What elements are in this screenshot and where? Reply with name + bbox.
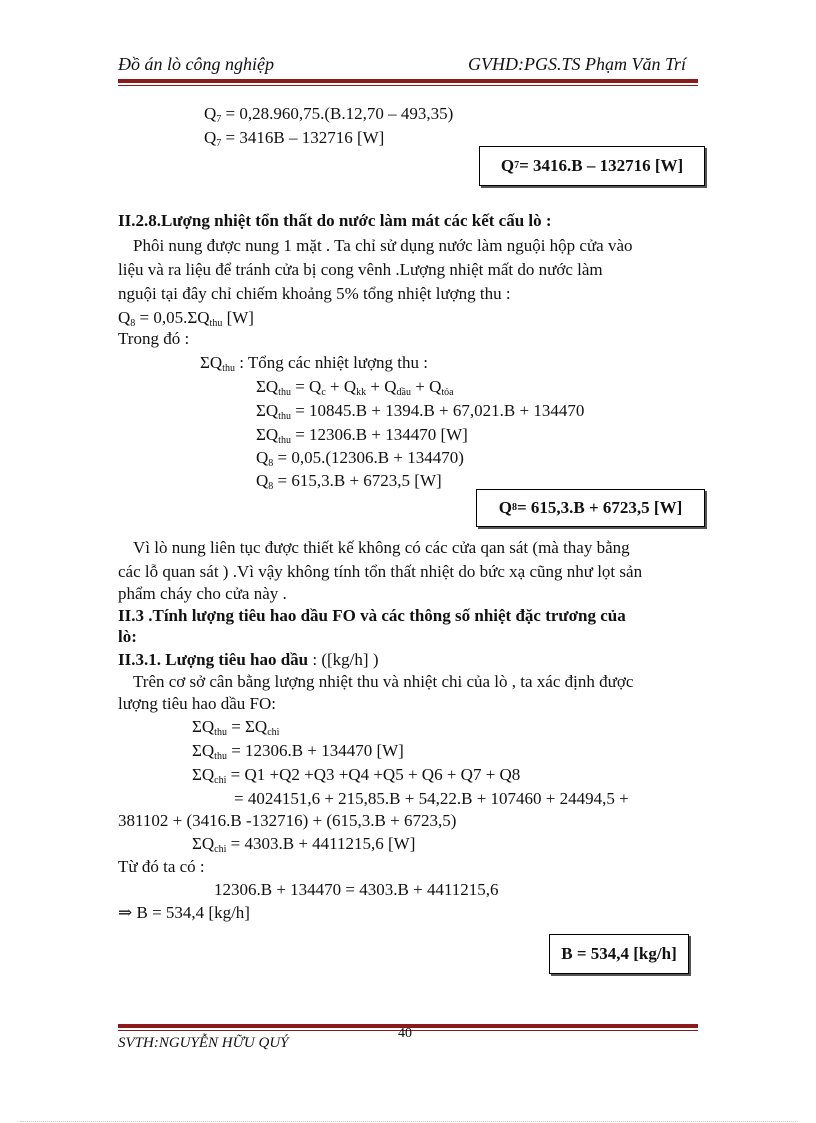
section-228-heading: II.2.8.Lượng nhiệt tổn thất do nước làm mát các kết cấu lò : xyxy=(118,211,552,230)
sum-q-thu-eq-2: $\Sigma Q_{thu} = 10845.B + 1394.B + 67,021.B + 134470$ xyxy=(256,401,585,422)
sum-q-thu-eq-3: $\Sigma Q_{thu} = 12306.B + 134470$ [W] xyxy=(256,425,468,446)
s231-paragraph-line-2: lượng tiêu hao dầu FO: xyxy=(118,694,276,713)
b-result-line: ⇒ B = 534,4 [kg/h] xyxy=(118,903,250,922)
q7-line-1: $Q_7 = 0,28.960,75.(B.12,70 - 493,35)$ xyxy=(204,104,454,125)
tu-do-label: Từ đó ta có : xyxy=(118,857,205,876)
q8-result-box: Q 8 = 615,3.B + 6723,5 [W] xyxy=(476,489,705,527)
sum-q-thu-result: $\Sigma Q_{thu} = 12306.B + 134470$ [W] xyxy=(192,741,404,762)
page-edge-divider xyxy=(20,1121,796,1122)
q8-eq-2: $Q_8 = 615,3.B + 6723,5$ [W] xyxy=(256,471,442,492)
q8-eq-1: $Q_8 = 0,05.(12306.B + 134470)$ xyxy=(256,448,464,469)
sum-q-thu-eq-1: $\Sigma Q_{thu} = Q_c + Q_{kk} + Q_{dầu} + Q_{tỏa}$ xyxy=(256,377,454,398)
sum-q-chi-expansion-2: 381102 + (3416.B -132716) + (615,3.B + 6723,5) xyxy=(118,811,457,830)
header-course-title: Đồ án lò công nghiệp xyxy=(118,54,274,74)
solve-eq: 12306.B + 134470 = 4303.B + 4411215,6 xyxy=(214,880,499,899)
sum-q-chi-eq: $\Sigma Q_{chi} = Q1 +Q2 +Q3 +Q4 +Q5 + Q6 + Q7 + Q8$ xyxy=(192,765,521,786)
section-231-heading: II.3.1. Lượng tiêu hao dầu : ([kg/h] ) xyxy=(118,650,379,669)
b-result-box: B = 534,4 [kg/h] xyxy=(549,934,689,974)
sum-q-thu-definition: $\Sigma Q_{thu}$ : Tổng các nhiệt lượng thu : xyxy=(200,353,429,374)
s228-paragraph-line-1: Phôi nung được nung 1 mặt . Ta chỉ sử dụng nước làm nguội hộp cửa vào xyxy=(133,236,633,255)
footer-student-name: SVTH:NGUYỄN HỮU QUÝ xyxy=(118,1035,289,1051)
trong-do-label: Trong đó : xyxy=(118,329,190,348)
sum-q-chi-result: $\Sigma Q_{chi} = 4303.B + 4411215,6$ [W] xyxy=(192,834,416,855)
sum-q-chi-expansion-1: = 4024151,6 + 215,85.B + 54,22.B + 107460 + 24494,5 + xyxy=(234,789,629,808)
page-number: 40 xyxy=(398,1026,412,1041)
s228-paragraph-line-2: liệu và ra liệu để tránh cửa bị cong vênh .Lượng nhiệt mất do nước làm xyxy=(118,260,603,279)
q7-result-box: Q 7 = 3416.B – 132716 [W] xyxy=(479,146,705,186)
section-23-heading: II.3 .Tính lượng tiêu hao dầu FO và các thông số nhiệt đặc trương của xyxy=(118,606,626,625)
s231-paragraph-line-1: Trên cơ sở cân bằng lượng nhiệt thu và nhiệt chi của lò , ta xác định được xyxy=(133,672,634,691)
balance-eq: $\Sigma Q_{thu} = \Sigma Q_{chi}$ xyxy=(192,717,280,738)
q8-formula: $Q_8 = 0,05.\Sigma Q_{thu}$ [W] xyxy=(118,308,254,329)
s228-note-line-1: Vì lò nung liên tục được thiết kế không có các cửa qan sát (mà thay bằng xyxy=(133,538,630,557)
section-23-heading-cont: lò: xyxy=(118,627,137,646)
s228-note-line-3: phẩm cháy cho cửa này . xyxy=(118,584,287,603)
header-rule-thin xyxy=(118,85,698,86)
s228-paragraph-line-3: nguội tại đây chỉ chiếm khoảng 5% tổng nhiệt lượng thu : xyxy=(118,284,511,303)
header-rule-thick xyxy=(118,79,698,83)
header-supervisor: GVHD:PGS.TS Phạm Văn Trí xyxy=(468,54,687,74)
q7-line-2: $Q_7 = 3416B - 132716$ [W] xyxy=(204,128,385,149)
s228-note-line-2: các lỗ quan sát ) .Vì vậy không tính tổn thất nhiệt do bức xạ cũng như lọt sản xyxy=(118,562,643,581)
